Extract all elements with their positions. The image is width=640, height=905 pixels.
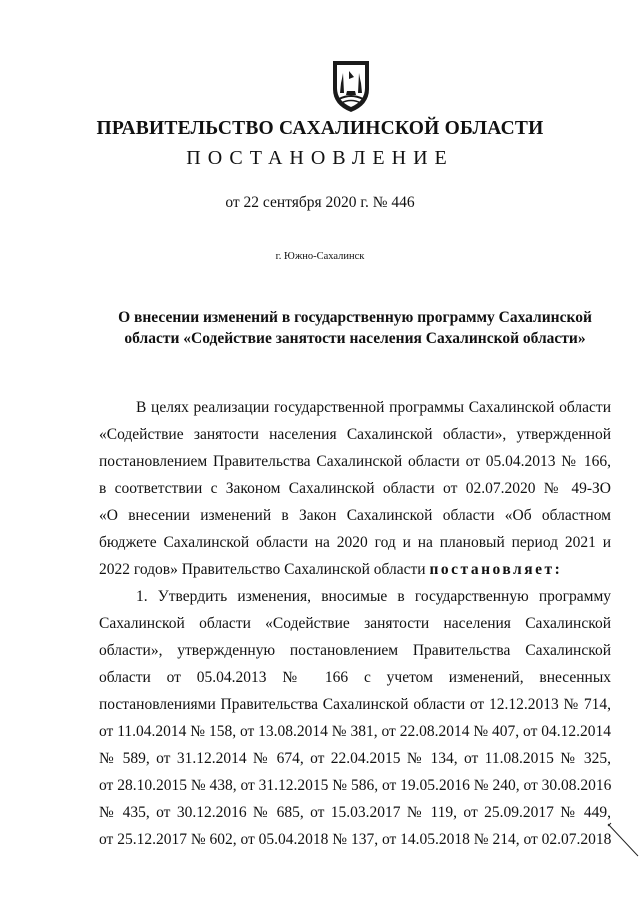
- paragraph-line: от 25.12.2017 № 602, от 05.04.2018 № 137, от 14.05.2018 № 214, от 02.07.2018: [99, 831, 612, 848]
- paragraph-line: № 589, от 31.12.2014 № 674, от 22.04.2015 № 134, от 11.08.2015 № 325,: [99, 750, 611, 767]
- paragraph-line: в соответствии с Законом Сахалинской области от 02.07.2020 № 49-ЗО: [99, 480, 611, 497]
- document-type: ПОСТАНОВЛЕНИЕ: [186, 147, 454, 169]
- coat-of-arms-icon: [327, 55, 375, 115]
- subject-line: О внесении изменений в государственную программу Сахалинской: [118, 309, 592, 326]
- paragraph-text: 2022 годов» Правительство Сахалинской области: [99, 561, 430, 578]
- government-title: ПРАВИТЕЛЬСТВО САХАЛИНСКОЙ ОБЛАСТИ: [96, 118, 544, 139]
- subject-line: области «Содействие занятости населения Сахалинской области»: [124, 330, 586, 347]
- paragraph-line: «О внесении изменений в Закон Сахалинской области «Об областном: [99, 507, 611, 524]
- paragraph-line: от 28.10.2015 № 438, от 31.12.2015 № 586, от 19.05.2016 № 240, от 30.08.2016: [99, 777, 612, 794]
- paragraph-line: В целях реализации государственной программы Сахалинской области: [136, 399, 611, 416]
- document-subject: [100, 307, 610, 349]
- paragraph-line: «Содействие занятости населения Сахалинской области», утвержденной: [99, 426, 611, 443]
- paragraph-line: от 11.04.2014 № 158, от 13.08.2014 № 381, от 22.08.2014 № 407, от 04.12.2014: [99, 723, 611, 740]
- paragraph-line: постановлениями Правительства Сахалинской области от 12.12.2013 № 714,: [99, 696, 611, 713]
- paragraph-line: 1. Утвердить изменения, вносимые в государственную программу: [136, 588, 611, 605]
- paragraph-line: [99, 556, 611, 583]
- document-date-number: от 22 сентября 2020 г. № 446: [225, 194, 415, 211]
- paragraph-line: постановлением Правительства Сахалинской области от 05.04.2013 № 166,: [99, 453, 611, 470]
- document-city: г. Южно-Сахалинск: [275, 251, 365, 262]
- paragraph-line: № 435, от 30.12.2016 № 685, от 15.03.2017 № 119, от 25.09.2017 № 449,: [99, 804, 611, 821]
- paragraph-line: области от 05.04.2013 № 166 с учетом изменений, внесенных: [99, 669, 611, 686]
- paragraph-line: Сахалинской области «Содействие занятости населения Сахалинской: [99, 615, 611, 632]
- decides-keyword: постановляет:: [429, 561, 563, 578]
- paragraph-line: бюджете Сахалинской области на 2020 год и на плановый период 2021 и: [99, 534, 611, 551]
- continuation-mark-icon: [606, 820, 640, 860]
- paragraph-line: области», утвержденную постановлением Правительства Сахалинской: [99, 642, 611, 659]
